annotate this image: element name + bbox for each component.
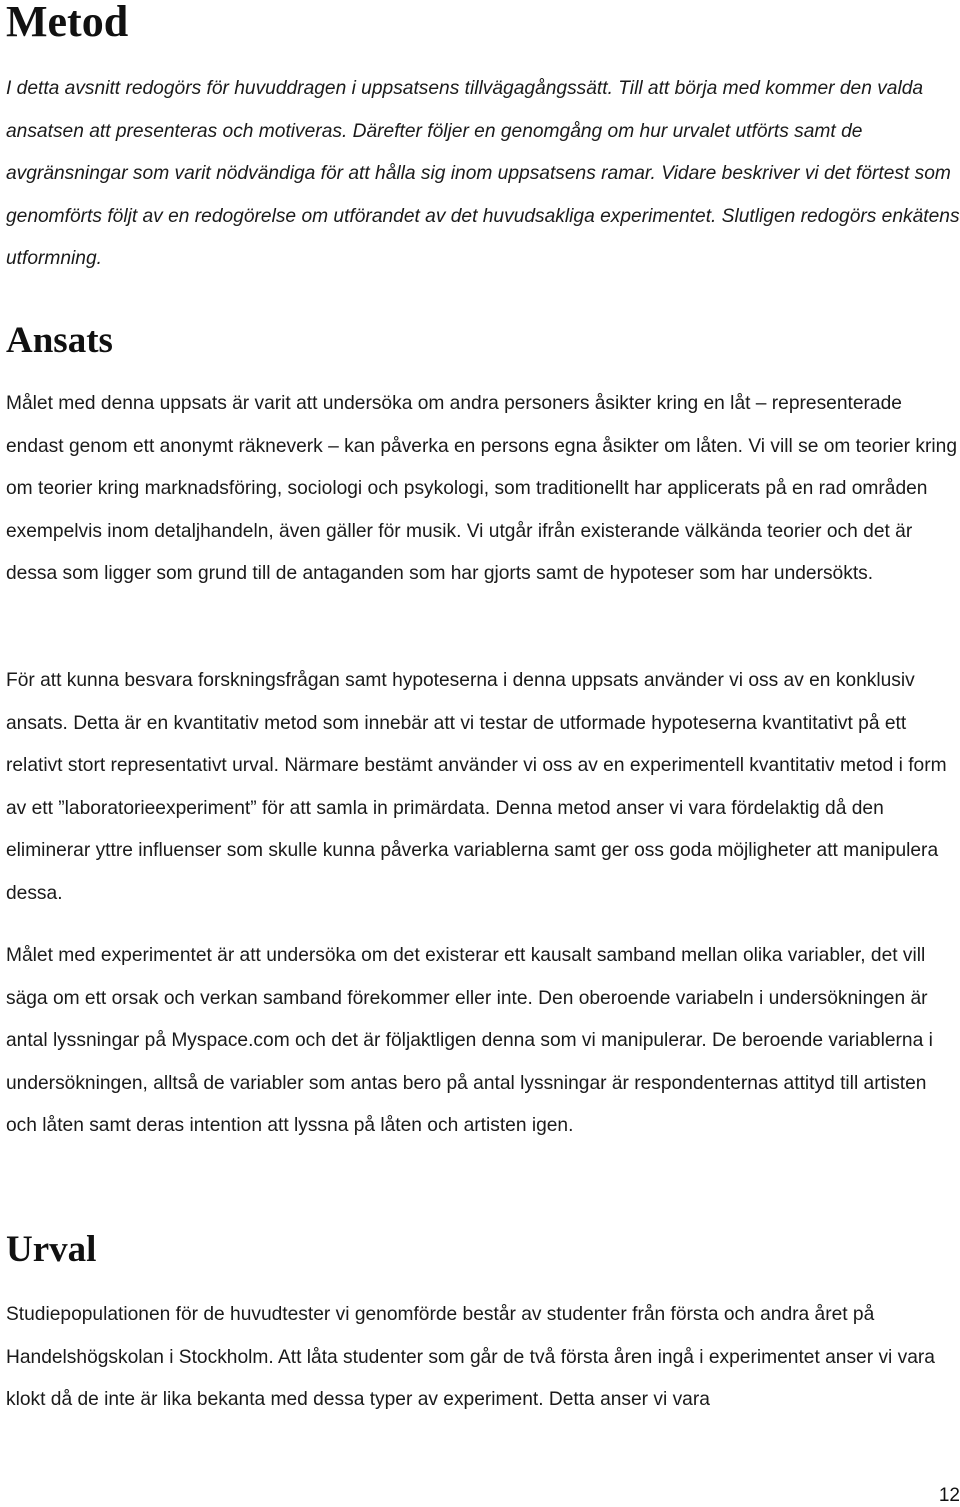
- heading-ansats: Ansats: [6, 320, 113, 361]
- ansats-paragraph-3: Målet med experimentet är att undersöka om det existerar ett kausalt samband mellan olika variabler, det vill säga om ett orsak och verkan samband förekommer eller inte. Den oberoende variabeln i undersökningen är antal lyssningar på Myspace.com och det är följaktligen denna som vi manipulerar. De beroende variablerna i undersökningen, alltså de variabler som antas bero på antal lyssningar är respondenternas attityd till artisten och låten samt deras intention att lyssna på låten och artisten igen.: [6, 945, 933, 1136]
- heading-metod: Metod: [6, 0, 129, 46]
- heading-urval: Urval: [6, 1229, 97, 1270]
- page-number: 12: [938, 1485, 960, 1506]
- ansats-paragraph-1: Målet med denna uppsats är varit att undersöka om andra personers åsikter kring en låt – representerade endast genom ett anonymt räkneverk – kan påverka en persons egna åsikter om låten. Vi vill se om teorier kring om teorier kring marknadsföring, sociologi och psykologi, som traditionellt har applicerats på en rad områden exempelvis inom detaljhandeln, även gäller för musik. Vi utgår ifrån existerande välkända teorier och det är dessa som ligger som grund till de antaganden som har gjorts samt de hypoteser som har undersökts.: [6, 393, 957, 584]
- urval-paragraph-1: Studiepopulationen för de huvudtester vi genomförde består av studenter från första och andra året på Handelshögskolan i Stockholm. Att låta studenter som går de två första åren ingå i experimentet anser vi vara klokt då de inte är lika bekanta med dessa typer av experiment. Detta anser vi vara: [6, 1304, 935, 1410]
- intro-paragraph: I detta avsnitt redogörs för huvuddragen i uppsatsens tillvägagångssätt. Till att börja med kommer den valda ansatsen att presenteras och motiveras. Därefter följer en genomgång om hur urvalet utförts samt de avgränsningar som varit nödvändiga för att hålla sig inom uppsatsens ramar. Vidare beskriver vi det förtest som genomförts följt av en redogörelse om utförandet av det huvudsakliga experimentet. Slutligen redogörs enkätens utformning.: [6, 78, 960, 269]
- ansats-paragraph-2: För att kunna besvara forskningsfrågan samt hypoteserna i denna uppsats använder vi oss av en konklusiv ansats. Detta är en kvantitativ metod som innebär att vi testar de utformade hypoteserna kvantitativt på ett relativt stort representativt urval. Närmare bestämt använder vi oss av en experimentell kvantitativ metod i form av ett ”laboratorieexperiment” för att samla in primärdata. Denna metod anser vi vara fördelaktig då den eliminerar yttre influenser som skulle kunna påverka variablerna samt ger oss goda möjligheter att manipulera dessa.: [6, 670, 947, 904]
